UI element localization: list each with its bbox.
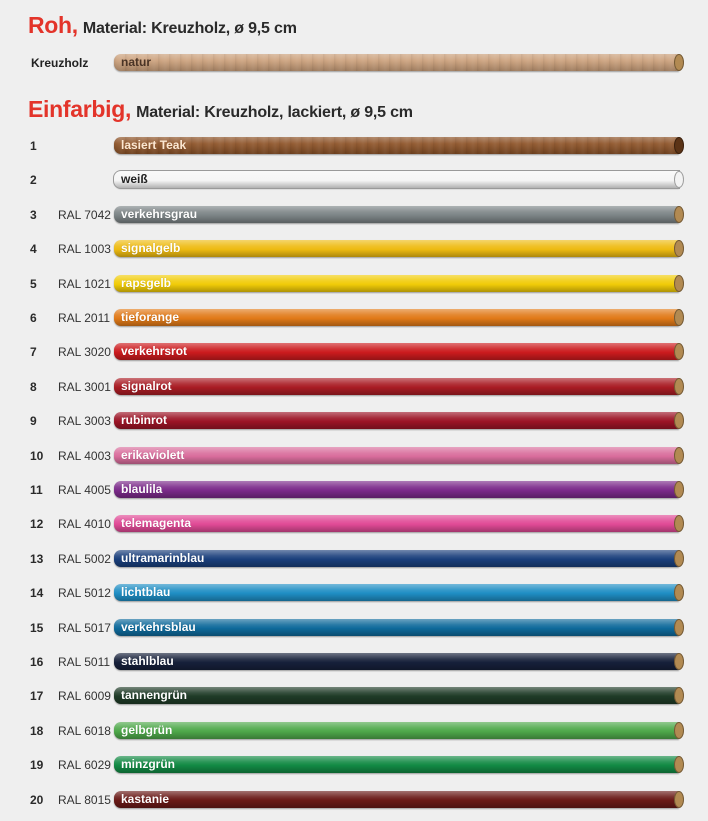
color-row-number: 14 — [30, 586, 44, 601]
ral-code: RAL 8015 — [58, 792, 111, 807]
color-pole-label: blaulila — [121, 482, 163, 496]
color-row-number: 8 — [30, 379, 37, 394]
color-pole — [114, 653, 679, 670]
ral-code: RAL 7042 — [58, 207, 111, 222]
color-row-number: 18 — [30, 723, 44, 738]
color-pole-label: verkehrsgrau — [121, 206, 198, 221]
color-pole-label: signalgelb — [121, 241, 181, 256]
ral-code: RAL 5011 — [58, 655, 111, 669]
ral-code: RAL 4003 — [58, 448, 111, 463]
ral-code: RAL 2011 — [58, 311, 111, 325]
color-pole-label: minzgrün — [121, 757, 175, 772]
color-row — [0, 685, 708, 709]
solid-section-heading — [28, 96, 413, 123]
raw-item-pole — [114, 54, 679, 71]
color-row — [0, 341, 708, 365]
pole-end-cap — [674, 550, 684, 567]
ral-code: RAL 3001 — [58, 379, 111, 394]
raw-section-accent: Roh, — [28, 12, 78, 38]
pole-end-cap — [674, 378, 684, 395]
ral-code: RAL 1021 — [58, 276, 111, 291]
color-row-number: 20 — [30, 792, 44, 807]
color-row-number: 17 — [30, 689, 44, 704]
ral-code: RAL 6018 — [58, 723, 111, 738]
color-pole — [114, 137, 679, 154]
color-pole — [114, 584, 679, 601]
color-row — [0, 376, 708, 400]
pole-end-cap — [674, 206, 684, 223]
color-row — [0, 135, 708, 159]
pole-end-cap — [674, 343, 684, 360]
pole-end-cap — [674, 722, 684, 739]
pole-end-cap — [674, 275, 684, 292]
color-row-number: 5 — [30, 276, 37, 291]
color-row — [0, 445, 708, 469]
color-row — [0, 169, 708, 193]
raw-item-row — [0, 52, 708, 76]
color-pole — [114, 791, 679, 808]
raw-item-pole-label: natur — [121, 55, 151, 69]
pole-end-cap — [674, 515, 684, 532]
color-row — [0, 479, 708, 503]
color-row-number: 7 — [30, 345, 37, 360]
color-pole — [114, 619, 679, 636]
pole-end-cap — [674, 137, 684, 154]
color-pole-label: verkehrsblau — [121, 619, 196, 634]
solid-section-accent: Einfarbig, — [28, 96, 132, 122]
ral-code: RAL 5012 — [58, 586, 111, 601]
pole-end-cap — [674, 481, 684, 498]
color-pole — [114, 240, 679, 257]
pole-end-cap — [674, 309, 684, 326]
color-pole-label: ultramarinblau — [121, 550, 205, 565]
ral-code: RAL 5017 — [58, 620, 111, 635]
color-pole — [114, 756, 679, 773]
ral-code: RAL 4005 — [58, 483, 111, 497]
color-row — [0, 754, 708, 778]
raw-section-heading — [28, 12, 297, 39]
color-row — [0, 410, 708, 434]
raw-section-material: Material: Kreuzholz, ø 9,5 cm — [82, 20, 297, 37]
color-row — [0, 789, 708, 813]
color-row — [0, 617, 708, 641]
ral-code: RAL 1003 — [58, 242, 111, 257]
color-pole — [114, 343, 679, 360]
color-pole-label: signalrot — [121, 378, 172, 393]
color-pole-label: verkehrsrot — [121, 344, 188, 359]
pole-end-cap — [674, 687, 684, 704]
color-pole — [114, 206, 679, 223]
pole-end-cap — [674, 171, 684, 188]
color-pole-label: rubinrot — [121, 413, 167, 428]
color-row-number: 9 — [30, 414, 37, 429]
color-pole — [114, 412, 679, 429]
raw-item-row-label: Kreuzholz — [31, 56, 89, 70]
color-pole-label: telemagenta — [121, 516, 192, 531]
color-pole — [114, 447, 679, 464]
color-pole-label: lichtblau — [121, 585, 171, 600]
color-pole — [114, 515, 679, 532]
ral-code: RAL 3003 — [58, 414, 111, 429]
pole-end-cap — [674, 54, 684, 71]
color-pole-label: kastanie — [121, 791, 170, 806]
color-row — [0, 720, 708, 744]
color-pole — [114, 309, 679, 326]
color-pole — [114, 171, 679, 188]
color-pole-label: rapsgelb — [121, 275, 172, 290]
color-row — [0, 307, 708, 331]
color-row-number: 1 — [30, 139, 37, 153]
color-row-number: 10 — [30, 448, 44, 463]
color-pole — [114, 687, 679, 704]
color-row-number: 2 — [30, 173, 37, 188]
color-row-number: 3 — [30, 207, 37, 222]
pole-end-cap — [674, 791, 684, 808]
color-row — [0, 204, 708, 228]
ral-code: RAL 5002 — [58, 551, 111, 566]
color-row-number: 15 — [30, 620, 44, 635]
color-pole — [114, 378, 679, 395]
color-pole-label: erikaviolett — [121, 447, 185, 462]
color-row-number: 12 — [30, 517, 44, 532]
ral-code: RAL 4010 — [58, 517, 111, 532]
pole-end-cap — [674, 653, 684, 670]
color-pole — [114, 481, 679, 498]
color-row-number: 13 — [30, 551, 44, 566]
pole-end-cap — [674, 584, 684, 601]
pole-end-cap — [674, 412, 684, 429]
ral-code: RAL 6009 — [58, 689, 111, 704]
color-row-number: 11 — [30, 483, 43, 497]
color-row — [0, 548, 708, 572]
pole-end-cap — [674, 240, 684, 257]
color-pole-label: tieforange — [121, 310, 180, 324]
color-pole — [114, 275, 679, 292]
color-pole-label: tannengrün — [121, 688, 187, 703]
color-row — [0, 651, 708, 675]
color-pole-label: gelbgrün — [121, 722, 173, 737]
color-pole-label: stahlblau — [121, 654, 174, 668]
color-row — [0, 238, 708, 262]
ral-code: RAL 6029 — [58, 758, 111, 773]
color-row — [0, 273, 708, 297]
color-row — [0, 513, 708, 537]
color-row-number: 16 — [30, 655, 44, 669]
color-row-number: 19 — [30, 758, 44, 773]
color-row-number: 4 — [30, 242, 37, 257]
color-row-number: 6 — [30, 311, 37, 325]
color-pole-label: lasiert Teak — [121, 138, 187, 152]
pole-end-cap — [674, 756, 684, 773]
ral-code: RAL 3020 — [58, 345, 111, 360]
color-pole — [114, 722, 679, 739]
color-pole — [114, 550, 679, 567]
pole-end-cap — [674, 447, 684, 464]
pole-end-cap — [674, 619, 684, 636]
color-pole-label: weiß — [121, 172, 148, 187]
solid-section-material: Material: Kreuzholz, lackiert, ø 9,5 cm — [136, 104, 413, 121]
color-row — [0, 582, 708, 606]
